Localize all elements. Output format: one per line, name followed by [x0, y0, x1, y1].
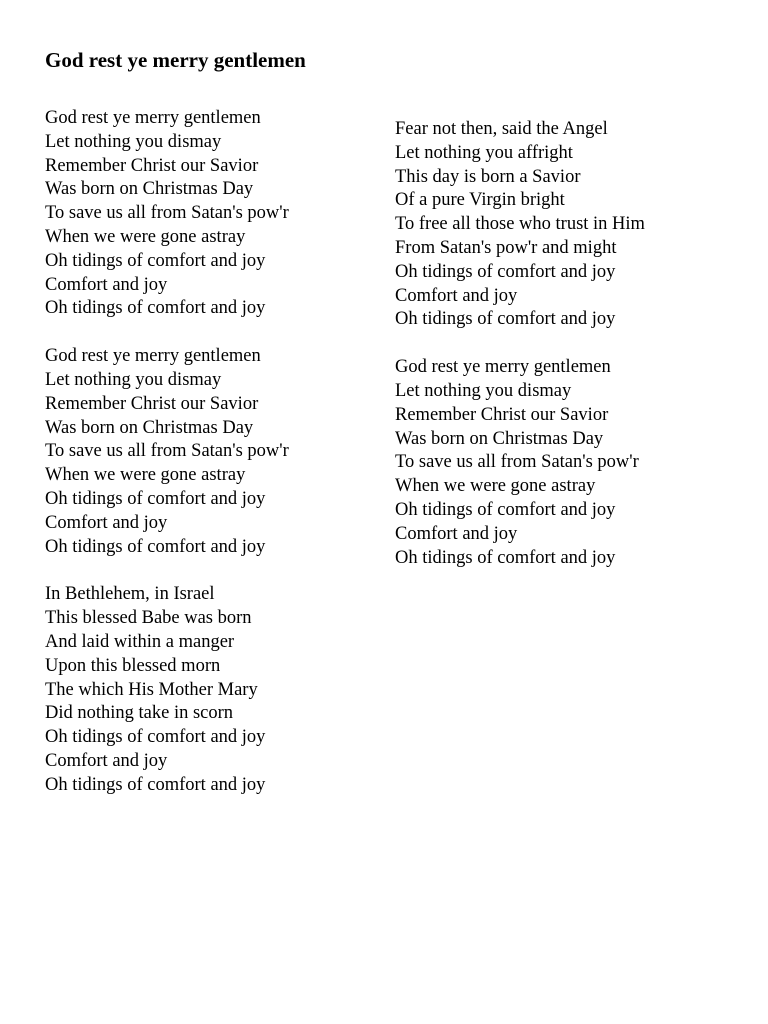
lyric-line: And laid within a manger — [45, 631, 235, 652]
verse — [45, 583, 385, 797]
lyric-line: God rest ye merry gentlemen — [45, 108, 261, 128]
lyric-line: When we were gone astray — [395, 476, 596, 497]
lyric-line: Oh tidings of comfort and joy — [395, 499, 616, 520]
lyric-line: Oh tidings of comfort and joy — [45, 488, 266, 509]
lyric-line: Comfort and joy — [395, 285, 518, 306]
lyric-line: God rest ye merry gentlemen — [45, 346, 261, 367]
left-column — [45, 107, 385, 822]
verse — [395, 118, 735, 332]
verse — [45, 107, 385, 321]
lyric-line: The which His Mother Mary — [45, 679, 258, 700]
lyric-line: Was born on Christmas Day — [45, 417, 254, 438]
lyric-line: This day is born a Savior — [395, 166, 581, 187]
lyric-line: Comfort and joy — [45, 750, 168, 771]
lyric-line: Comfort and joy — [45, 512, 168, 533]
lyric-line: God rest ye merry gentlemen — [395, 357, 611, 378]
lyric-line: Comfort and joy — [395, 523, 518, 544]
lyric-line: Let nothing you dismay — [45, 369, 222, 390]
lyric-line: Let nothing you affright — [395, 142, 573, 163]
lyric-line: Oh tidings of comfort and joy — [45, 536, 266, 557]
lyric-line: Remember Christ our Savior — [45, 393, 259, 414]
lyric-line: Let nothing you dismay — [395, 380, 572, 401]
lyric-line: Oh tidings of comfort and joy — [45, 250, 266, 271]
lyric-line: To save us all from Satan's pow'r — [45, 441, 289, 462]
lyric-line: Comfort and joy — [45, 274, 168, 295]
lyric-line: Remember Christ our Savior — [45, 155, 259, 176]
verse — [395, 356, 735, 570]
lyric-line: Oh tidings of comfort and joy — [45, 727, 266, 748]
lyric-line: Oh tidings of comfort and joy — [395, 547, 616, 568]
verse — [45, 345, 385, 559]
lyric-line: This blessed Babe was born — [45, 608, 252, 629]
lyric-line: Let nothing you dismay — [45, 131, 222, 152]
lyric-line: Upon this blessed morn — [45, 655, 221, 676]
lyric-line: Remember Christ our Savior — [395, 404, 609, 425]
lyric-line: When we were gone astray — [45, 465, 246, 486]
lyric-line: Oh tidings of comfort and joy — [395, 309, 616, 330]
lyric-line: To free all those who trust in Him — [395, 214, 645, 235]
right-column — [395, 118, 735, 594]
lyric-line: To save us all from Satan's pow'r — [45, 203, 289, 224]
lyric-line: From Satan's pow'r and might — [395, 237, 617, 258]
lyric-line: Was born on Christmas Day — [45, 179, 254, 200]
lyric-line: Oh tidings of comfort and joy — [45, 774, 266, 795]
document-title: God rest ye merry gentlemen — [45, 48, 306, 72]
lyric-line: Oh tidings of comfort and joy — [395, 261, 616, 282]
lyric-line: Did nothing take in scorn — [45, 703, 234, 724]
lyric-line: Oh tidings of comfort and joy — [45, 298, 266, 319]
lyric-line: To save us all from Satan's pow'r — [395, 452, 639, 473]
lyric-line: When we were gone astray — [45, 226, 246, 247]
lyric-line: In Bethlehem, in Israel — [45, 584, 215, 605]
lyric-line: Fear not then, said the Angel — [395, 119, 608, 139]
lyric-line: Of a pure Virgin bright — [395, 190, 565, 211]
lyric-line: Was born on Christmas Day — [395, 428, 604, 449]
